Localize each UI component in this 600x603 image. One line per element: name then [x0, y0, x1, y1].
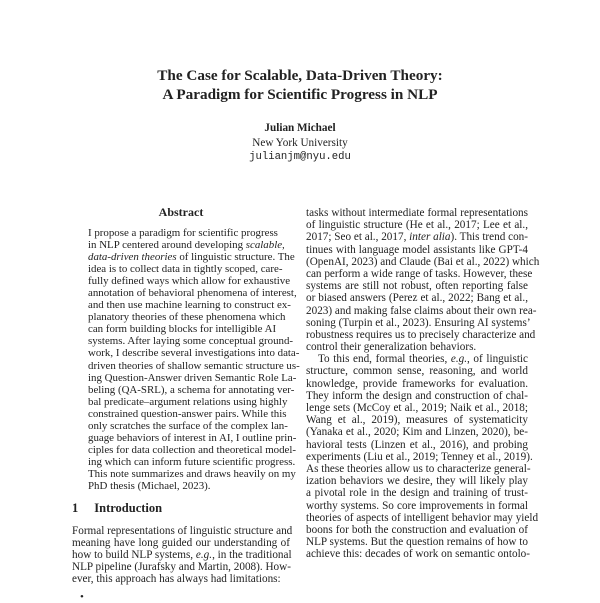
paragraph — [306, 353, 539, 561]
text-line: bal predicate–argument relations using highly — [88, 395, 288, 408]
text-line: (Yanaka et al., 2020; Kim and Linzen, 2020), be- — [306, 426, 528, 439]
text-line: 2023) and making false claims about their own rea- — [306, 304, 537, 317]
text-line: constrained question-answer pairs. While this — [88, 407, 287, 420]
text-line: systems are still not robust, often reporting false — [306, 280, 528, 293]
text-line: and then use machine learning to construct ex- — [88, 299, 291, 312]
paper-title-line-1: The Case for Scalable, Data-Driven Theory: — [157, 67, 443, 84]
italic-text: e.g. — [195, 549, 213, 562]
text-line: (OpenAI, 2023) and Claude (Bai et al., 2022) which — [306, 255, 540, 268]
section-number: 1 — [72, 501, 79, 515]
text-segment: how to build NLP systems, — [72, 549, 196, 562]
italic-text: e.g. — [450, 353, 468, 366]
author-email: julianjm@nyu.edu — [249, 151, 351, 163]
text-line: can perform a wide range of tasks. However, these — [306, 267, 533, 280]
italic-text: inter alia — [409, 231, 451, 244]
text-line: NLP systems. But the question remains of how to — [306, 536, 528, 549]
text-line — [306, 353, 528, 365]
text-segment: To this end, formal theories, — [318, 353, 451, 366]
text-line: This note summarizes and draws heavily on my — [88, 467, 296, 480]
text-line: They inform the design and construction of chal- — [306, 389, 528, 402]
text-line: meaning have long guided our understanding of — [72, 537, 290, 550]
text-line — [88, 239, 285, 252]
text-segment: ). This trend con- — [450, 231, 528, 244]
text-line: structure, common sense, reasoning, and world — [306, 365, 528, 378]
text-line — [306, 231, 528, 243]
text-line: ization behaviors we desire, they will likely play — [306, 475, 528, 488]
text-line: As these theories allow us to characterize general- — [306, 462, 531, 475]
text-line: work, I describe several investigations into data- — [88, 347, 300, 360]
text-line: theories of aspects of intelligent behavior may yield — [306, 511, 539, 524]
text-line: Wang et al., 2019), measures of systematicity — [306, 414, 528, 427]
text-segment: 2017; Seo et al., 2017, — [306, 231, 410, 244]
italic-text: data-driven theories — [88, 251, 177, 264]
text-segment: of linguistic structure. The — [176, 251, 295, 264]
section-heading-introduction — [72, 501, 162, 516]
text-line: achieve this: decades of work on semantic ontolo- — [306, 548, 530, 561]
section-title: Introduction — [94, 501, 163, 515]
text-segment: in NLP centered around developing — [88, 239, 246, 252]
text-line: or biased answers (Perez et al., 2022; Bang et al., — [306, 292, 528, 305]
bullet-marker: • — [80, 591, 84, 603]
text-line: can form building blocks for intelligible AI — [88, 323, 277, 336]
text-line: soning (Turpin et al., 2023). Ensuring AI systems’ — [306, 316, 531, 329]
text-line: only scratches the surface of the complex lan- — [88, 419, 288, 432]
text-line: worthy systems. So core improvements in formal — [306, 499, 528, 512]
text-line: idea is to collect data in tightly scoped, care- — [88, 263, 283, 276]
text-line: I propose a paradigm for scientific progress — [88, 227, 278, 239]
text-line: planatory theories of these phenomena which — [88, 311, 286, 324]
text-line — [72, 549, 290, 561]
text-line: ing Question-Answer driven Semantic Role La- — [88, 371, 297, 384]
text-line: havioral tests (Linzen et al., 2016), and probing — [306, 438, 528, 451]
text-segment: , of linguistic — [467, 353, 528, 366]
paragraph — [306, 207, 540, 354]
text-line: knowledge, provide frameworks for evaluation. — [306, 377, 528, 390]
introduction-body — [72, 525, 293, 586]
text-line: robustness requires us to precisely characterize and — [306, 328, 536, 341]
text-line: fully defined ways which allow for exhaustive — [88, 275, 291, 288]
italic-text: scalable, — [245, 239, 285, 252]
author-affiliation: New York University — [252, 137, 348, 149]
text-line: NLP pipeline (Jurafsky and Martin, 2008). How- — [72, 561, 291, 574]
text-line: control their generalization behaviors. — [306, 341, 477, 354]
text-line: experiments (Liu et al., 2019; Tenney et al., 2019). — [306, 450, 533, 463]
abstract-heading: Abstract — [158, 205, 204, 219]
text-line: boons for both the construction and evaluation of — [306, 523, 528, 536]
text-line: ever, this approach has always had limitations: — [72, 573, 281, 586]
text-line: annotation of behavioral phenomena of interest, — [88, 287, 297, 300]
text-line: beling (QA-SRL), a schema for annotating ver- — [88, 383, 295, 396]
text-line — [88, 251, 295, 264]
text-line: tinues with language model assistants like GPT-4 — [306, 243, 528, 256]
text-line: ing which can inform future scientific progress. — [88, 455, 296, 468]
right-column-body — [306, 207, 540, 561]
author-name: Julian Michael — [264, 122, 336, 134]
text-line: Formal representations of linguistic structure and — [72, 525, 293, 537]
abstract-body — [88, 227, 300, 492]
text-line: guage behaviors of interest in AI, I outline prin- — [88, 431, 297, 444]
text-line: driven theories of shallow semantic structure us- — [88, 359, 300, 372]
text-segment: , in the traditional — [212, 549, 292, 562]
text-line: ciples for data collection and theoretical model- — [88, 443, 297, 456]
text-line: a pivotal role in the design and training of trust- — [306, 487, 528, 500]
text-line: systems. After laying some conceptual ground- — [88, 335, 294, 348]
text-line: lenge sets (McCoy et al., 2019; Naik et al., 2018; — [306, 402, 528, 414]
paper-title-line-2: A Paradigm for Scientific Progress in NLP — [162, 86, 438, 103]
text-line: tasks without intermediate formal representations — [306, 207, 528, 219]
text-line: of linguistic structure (He et al., 2017; Lee et al., — [306, 219, 528, 232]
text-line: PhD thesis (Michael, 2023). — [88, 479, 211, 492]
